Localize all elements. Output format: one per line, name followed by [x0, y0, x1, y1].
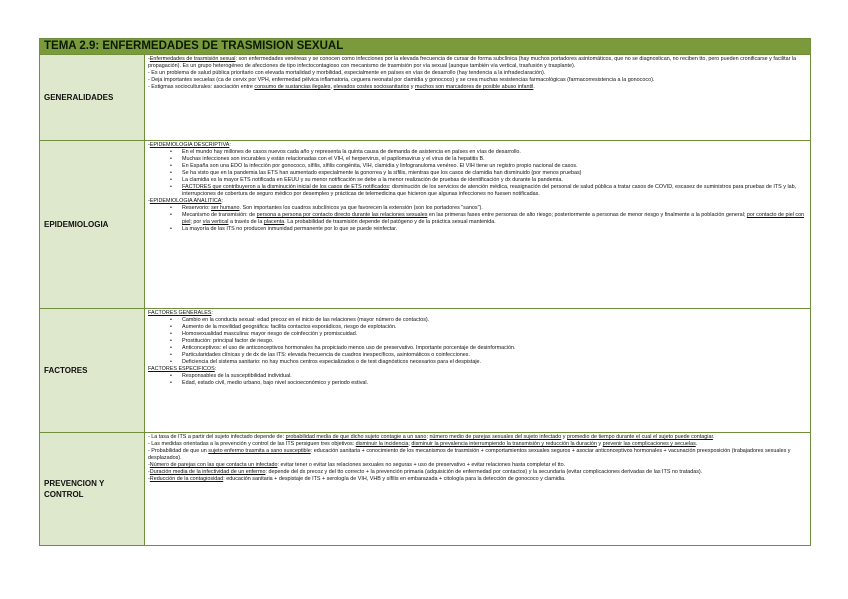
list-item: • Muchas infecciones son incurables y están relacionadas con el VIH, el herpervirus, el papilomavirus y el virus de la hepatitis B. [182, 156, 807, 163]
row-content-generalidades [145, 55, 810, 140]
paragraph [148, 434, 807, 441]
row-content-prevencion [145, 433, 810, 545]
underlined-term: Reducción de la contagiosidad [149, 476, 224, 482]
row-label-generalidades: GENERALIDADES [40, 55, 145, 140]
underlined-term: sujeto enfermo trasmita a sano susceptible [208, 448, 311, 454]
list-item: • Homosexualidad masculina: mayor riesgo de coinfección y promiscuidad. [182, 331, 807, 338]
subheading-text: FACTORES GENERALES [148, 310, 212, 316]
text: - Probabilidad de que un [148, 448, 209, 454]
text: . Son importantes los cuadros subclínicos ya que favorecen la extensión (son los portadores "sanos"). [239, 205, 483, 211]
row-factores [40, 309, 810, 433]
text: . [712, 434, 715, 440]
text: . [533, 84, 535, 90]
bullet-list [148, 149, 807, 198]
underlined-term: elevados costes sociosanitarios [333, 84, 410, 90]
text: : disminución de los servicios de atención médica, reasignación del personal de salud pública a tratar casos de COVID, escasez de suministros para pruebas de ITS y lab, interrupciones de cobertura de seguro médico por desempleo y prácticas de telemedicina que hicieron que algunas infecciones no fuesen notificadas. [182, 184, 797, 197]
paragraph: -Reducción de la contagiosidad: educación sanitaria + despistaje de ITS + serología de VIH, VHB y sífilis en embarazada + citología para la detección de gonococo y clamidia. [148, 476, 566, 482]
underlined-term: placenta [263, 219, 285, 225]
subheading: -EPIDEMIOLOGIA ANALITICA: [148, 198, 223, 204]
list-item: • Particularidades clínicas y de dx de las ITS: elevada frecuencia de cuadros inespecíficos, asintomáticos o coinfecciones. [182, 352, 807, 359]
text: , [330, 84, 334, 90]
subheading: -EPIDEMIOLOGIA DESCRIPTIVA: [148, 142, 231, 148]
paragraph [148, 84, 807, 91]
text: Reservorio: [182, 205, 212, 211]
text: : son enfermedades venéreas y se conocen como infecciones por la elevada frecuencia de cursar de forma subclínica (hay muchos portadores asintomáticos, que no se diagnostican, no reciben tto, pero pueden cronificarse y facilitar la propagación). Es un grupo heterogéneo de afecciones de tipo infectocontagioso con mecanismo de trasmisión por vía sexual (aunque también vía vertical, trasfusión y trasplante). [148, 56, 797, 69]
text: y [561, 434, 567, 440]
text: : educación sanitaria + conocimiento de los mecanismos de trasmisión + comportamientos sexuales seguros + asociar anticonceptivos hormonales + vacunación preexposición (trabajadores sexuales y desplazados). [148, 448, 791, 461]
row-epidemiologia [40, 141, 810, 309]
paragraph: -Número de parejas con las que contacta un infectado: evitar tener o evitar las relaciones sexuales no seguras + uso de preservativo + evitar relaciones hasta completar el tto. [148, 462, 566, 468]
subheading: FACTORES ESPECIFICOS: [148, 366, 217, 372]
row-label-prevencion: PREVENCION Y CONTROL [40, 433, 145, 545]
bullet-list [148, 317, 807, 366]
subheading-text: EPIDEMIOLOGIA ANALITICA [149, 198, 222, 204]
text: : evitar tener o evitar las relaciones sexuales no seguras + uso de preservativo + evitar relaciones hasta completar el tto. [277, 462, 566, 468]
underlined-term: consumo de sustancias ilegales [254, 84, 331, 90]
list-item: • Anticonceptivos: el uso de anticonceptivos hormonales ha propiciado menos uso de preservativo. Importante porcentaje de desinformación. [182, 345, 807, 352]
underlined-term: probabilidad media de que dicho sujeto contagie a un sano [285, 434, 427, 440]
text: - Las medidas orientadas a la prevención y control de las ITS persiguen tres objetivos: [148, 441, 356, 447]
paragraph: -Duración media de la infectividad de un enfermo: depende del dx precoz y del tto correcto + la prevención primaria (adquisición de enfermedad por contactos) y la secundaria (evitar complicaciones derivadas de las ITS no tratadas). [148, 469, 703, 475]
underlined-term: disminuir la incidencia [355, 441, 409, 447]
bullet-list [148, 205, 807, 233]
list-item: • Se ha visto que en la pandemia las ETS han aumentado especialmente la gonorrea y la sífilis, mientras que los casos de clamidia han disminuido (por menos pruebas) [182, 170, 807, 177]
list-item [182, 212, 807, 226]
underlined-term: vía vertical [202, 219, 229, 225]
underlined-term: Enfermedades de trasmisión sexual [149, 56, 236, 62]
subheading: FACTORES GENERALES: [148, 310, 213, 316]
text: en las primeras fases entre personas de alto riesgo; posteriormente a personas de menor riesgo y finalmente a la población general; [427, 212, 747, 218]
subheading-text: FACTORES ESPECIFICOS [148, 366, 215, 372]
underlined-term: ser humano [211, 205, 240, 211]
study-sheet [39, 38, 811, 546]
list-item [182, 184, 807, 198]
list-item: • En el mundo hay millones de casos nuevos cada año y representa la quinta causa de demanda de asistencia en países en vías de desarrollo. [182, 149, 807, 156]
bullet-list [148, 373, 807, 387]
underlined-term: Duración media de la infectividad de un enfermo [149, 469, 266, 475]
underlined-term: persona a persona por contacto directo durante las relaciones sexuales [256, 212, 428, 218]
underlined-term: FACTORES que contribuyeron a la disminución inicial de los casos de ETS notificados [182, 184, 389, 190]
text: a través de la [228, 219, 264, 225]
paragraph: -Enfermedades de trasmisión sexual: son enfermedades venéreas y se conocen como infecciones por la elevada frecuencia de cursar de forma subclínica (hay muchos portadores asintomáticos, que no se diagnostican, no reciben tto, pero pueden cronificarse y facilitar la propagación). Es un grupo heterogéneo de afecciones de tipo infectocontagioso con mecanismo de trasmisión por vía sexual (aunque también vía vertical, trasfusión y trasplante). [148, 56, 797, 69]
paragraph: - Es un problema de salud pública prioritario con elevada mortalidad y morbilidad, especialmente en países en vías de desarrollo (hay tendencia a la infradeclaración). [148, 70, 546, 76]
underlined-term: disminuir la prevalencia interrumpiendo la transmisión y reducción la duración [411, 441, 597, 447]
paragraph [148, 448, 807, 462]
text: y [409, 84, 416, 90]
underlined-term: número medio de parejas sexuales del sujeto infectado [429, 434, 562, 440]
text: ; [426, 434, 430, 440]
text: . [695, 441, 698, 447]
list-item: • Deficiencia del sistema sanitario: no hay muchos centros especializados o de test diagnósticos necesarios para el despistaje. [182, 359, 807, 366]
underlined-term: muchos son marcadores de posible abuso infantil [415, 84, 534, 90]
list-item: • Cambio en la conducta sexual: edad precoz en el inicio de las relaciones (mayor número de contactos). [182, 317, 807, 324]
row-content-factores [145, 309, 810, 432]
underlined-term: promedio de tiempo durante el cual el sujeto puede contagiar [567, 434, 713, 440]
list-item: • Edad, estado civil, medio urbano, bajo nivel socioeconómico y periodo estival. [182, 380, 807, 387]
text: . La probabilidad de trasmisión depende del patógeno y de la práctica sexual mantenida. [284, 219, 496, 225]
text: : depende del dx precoz y del tto correcto + la prevención primaria (adquisición de enfermedad por contactos) y la secundaria (evitar complicaciones derivadas de las ITS no tratadas). [265, 469, 703, 475]
underlined-term: prevenir las complicaciones y secuelas [602, 441, 696, 447]
underlined-term: por contacto de piel con piel [182, 212, 805, 225]
list-item [182, 205, 807, 212]
text: ; [408, 441, 412, 447]
text: - La tasa de ITS a partir del sujeto infectado depende de: [148, 434, 286, 440]
text: Mecanismo de transmisión: de [182, 212, 257, 218]
list-item: • Aumento de la movilidad geográfica: facilita contactos esporádicos, riesgo de explotación. [182, 324, 807, 331]
row-generalidades [40, 55, 810, 141]
text: ; por [190, 219, 203, 225]
text: - Estigmas socioculturales: asociación entre [148, 84, 255, 90]
text: y [596, 441, 603, 447]
list-item: • En España son una EDO la infección por gonococo, sífilis, sífilis congénita, VIH, clamidia y linfogranuloma venéreo. El VIH tiene un registro propio nacional de casos. [182, 163, 807, 170]
row-label-epidemiologia: EPIDEMIOLOGIA [40, 141, 145, 308]
paragraph: - Deja importantes secuelas (ca de cervix por VPH, enfermedad pélvica inflamatoria, ceguera neonatal por clamidia y gonococo) y se crea muchas resistencias farmacológicas (farmacorresistencia a la gonococo). [148, 77, 655, 83]
list-item: • La clamidia es la mayor ETS notificada en EEUU y su menor notificación se debe a la menor realización de pruebas de identificación y dx durante la pandemia. [182, 177, 807, 184]
row-content-epidemiologia [145, 141, 810, 308]
list-item: • Responsables de la susceptibilidad individual. [182, 373, 807, 380]
subheading-text: EPIDEMIOLOGIA DESCRIPTIVA [149, 142, 230, 148]
row-label-factores: FACTORES [40, 309, 145, 432]
underlined-term: Número de parejas con las que contacta un infectado [149, 462, 278, 468]
row-prevencion [40, 433, 810, 545]
paragraph [148, 441, 807, 448]
list-item: • La mayoría de las ITS no producen inmunidad permanente por lo que se puede reinfectar. [182, 226, 807, 233]
list-item: • Prostitución: principal factor de riesgo. [182, 338, 807, 345]
sheet-title: TEMA 2.9: ENFERMEDADES DE TRASMISION SEXUAL [40, 39, 810, 55]
text: : educación sanitaria + despistaje de ITS + serología de VIH, VHB y sífilis en embarazada + citología para la detección de gonococo y clamidia. [223, 476, 566, 482]
